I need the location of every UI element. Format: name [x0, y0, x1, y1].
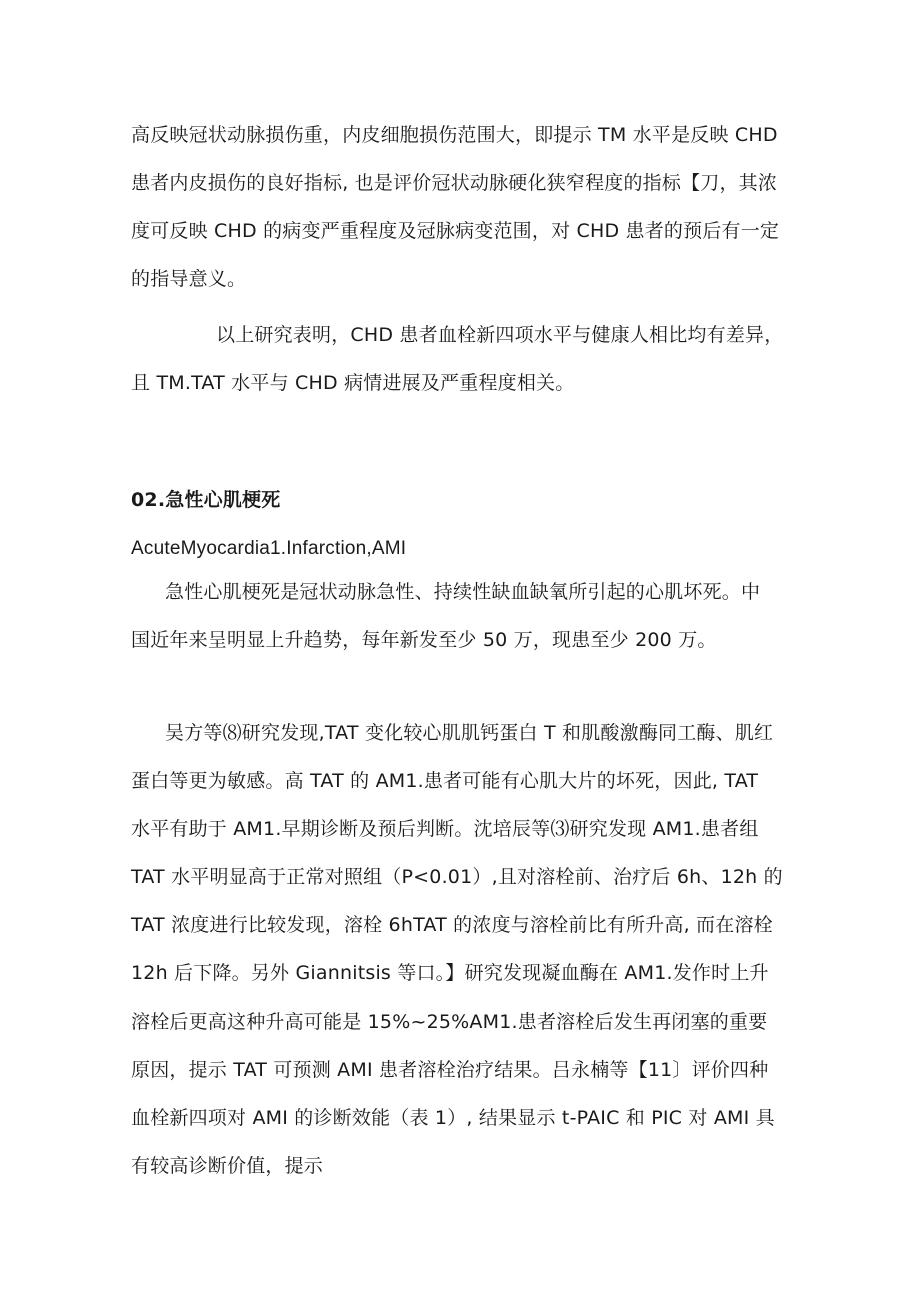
paragraph-4-line-5: TAT 浓度进行比较发现，溶栓 6hTAT 的浓度与溶栓前比有所升高, 而在溶栓 — [131, 914, 773, 936]
paragraph-4-line-7: 溶栓后更高这种升高可能是 15%~25%AM1.患者溶栓后发生再闭塞的重要 — [131, 1011, 768, 1033]
paragraph-4-line-8: 原因，提示 TAT 可预测 AMI 患者溶栓治疗结果。吕永楠等【11〕评价四种 — [131, 1059, 769, 1081]
paragraph-1-line-3: 度可反映 CHD 的病变严重程度及冠脉病变范围，对 CHD 患者的预后有一定 — [131, 220, 780, 242]
paragraph-4-line-6: 12h 后下降。另外 Giannitsis 等口。】研究发现凝血酶在 AM1.发作时上升 — [131, 962, 769, 984]
section-subheading: AcuteMyocardia1.Infarction,AMI — [131, 538, 407, 559]
paragraph-2-line-1: 以上研究表明，CHD 患者血栓新四项水平与健康人相比均有差异， — [216, 324, 784, 346]
paragraph-4-line-2: 蛋白等更为敏感。高 TAT 的 AM1.患者可能有心肌大片的坏死，因此, TAT — [131, 770, 759, 792]
paragraph-4-line-3: 水平有助于 AM1.早期诊断及预后判断。沈培辰等⑶研究发现 AM1.患者组 — [131, 818, 759, 840]
paragraph-3-line-1: 急性心肌梗死是冠状动脉急性、持续性缺血缺氧所引起的心肌坏死。中 — [165, 581, 761, 603]
paragraph-1-line-2: 患者内皮损伤的良好指标, 也是评价冠状动脉硬化狭窄程度的指标【刀，其浓 — [131, 172, 778, 194]
paragraph-4-line-4: TAT 水平明显高于正常对照组（P<0.01）,且对溶栓前、治疗后 6h、12h 的 — [131, 866, 783, 888]
paragraph-4-line-1: 吴方等⑻研究发现,TAT 变化较心肌肌钙蛋白 T 和肌酸激酶同工酶、肌红 — [165, 722, 774, 744]
paragraph-4-line-9: 血栓新四项对 AMI 的诊断效能（表 1）, 结果显示 t-PAIC 和 PIC 对 AMI 具 — [131, 1107, 775, 1129]
paragraph-2-line-2: 且 TM.TAT 水平与 CHD 病情进展及严重程度相关。 — [131, 372, 575, 394]
section-heading: 02.急性心肌梗死 — [131, 489, 281, 511]
paragraph-4-line-10: 有较高诊断价值，提示 — [131, 1155, 324, 1177]
paragraph-3-line-2: 国近年来呈明显上升趋势，每年新发至少 50 万，现患至少 200 万。 — [131, 629, 717, 651]
paragraph-1-line-4: 的指导意义。 — [131, 268, 247, 290]
paragraph-1-line-1: 高反映冠状动脉损伤重，内皮细胞损伤范围大，即提示 TM 水平是反映 CHD — [131, 124, 778, 146]
